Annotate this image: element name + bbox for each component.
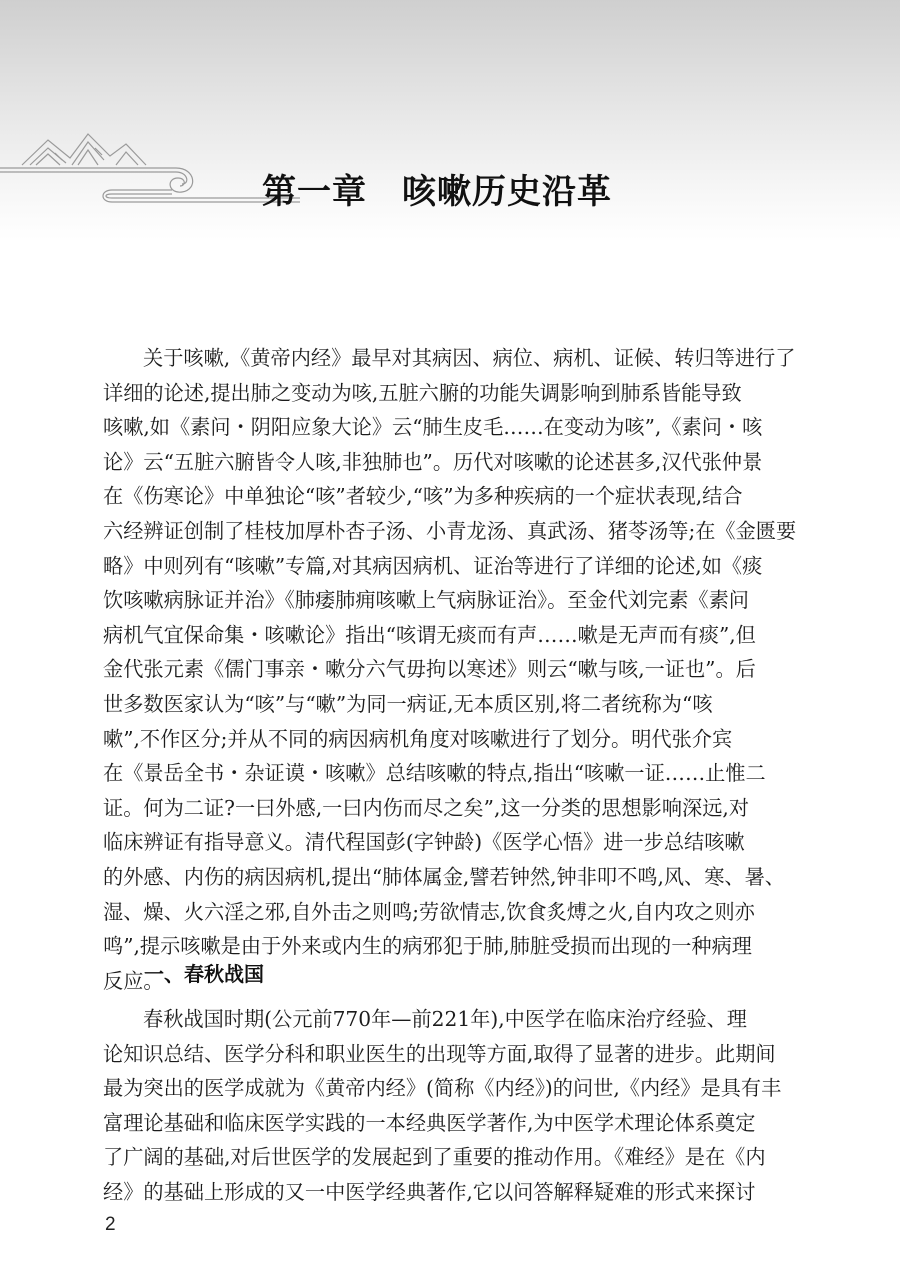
section-heading: 一、春秋战国 xyxy=(144,962,264,986)
text-line: 六经辨证创制了桂枝加厚朴杏子汤、小青龙汤、真武汤、猪苓汤等;在《金匮要 xyxy=(103,518,797,543)
section-paragraph xyxy=(103,1002,793,1210)
text-line: 的外感、内伤的病因病机,提出“肺体属金,譬若钟然,钟非叩不鸣,风、寒、暑、 xyxy=(103,864,785,889)
text-line: 临床辨证有指导意义。清代程国彭(字钟龄)《医学心悟》进一步总结咳嗽 xyxy=(103,830,745,855)
text-line: 经》的基础上形成的又一中医学经典著作,它以问答解释疑难的形式来探讨 xyxy=(103,1179,756,1204)
page-number: 2 xyxy=(105,1214,116,1235)
text-line: 论知识总结、医学分科和职业医生的出现等方面,取得了显著的进步。此期间 xyxy=(103,1041,776,1066)
text-line: 金代张元素《儒门事亲・嗽分六气毋拘以寒述》则云“嗽与咳,一证也”。后 xyxy=(103,657,756,682)
text-line: 嗽”,不作区分;并从不同的病因病机角度对咳嗽进行了划分。明代张介宾 xyxy=(103,726,733,751)
text-line: 富理论基础和临床医学实践的一本经典医学著作,为中医学术理论体系奠定 xyxy=(103,1110,756,1135)
intro-paragraph xyxy=(103,341,797,998)
text-line: 证。何为二证?一曰外感,一曰内伤而尽之矣”,这一分类的思想影响深远,对 xyxy=(103,795,750,820)
text-line: 反应。 xyxy=(103,968,164,993)
text-line: 关于咳嗽,《黄帝内经》最早对其病因、病位、病机、证候、转归等进行了 xyxy=(143,346,796,370)
chapter-title: 第一章 咳嗽历史沿革 xyxy=(262,172,612,212)
text-line: 在《景岳全书・杂证谟・咳嗽》总结咳嗽的特点,指出“咳嗽一证……止惟二 xyxy=(103,761,766,786)
text-line: 详细的论述,提出肺之变动为咳,五脏六腑的功能失调影响到肺系皆能导致 xyxy=(103,380,742,405)
text-line: 略》中则列有“咳嗽”专篇,对其病因病机、证治等进行了详细的论述,如《痰 xyxy=(103,553,763,578)
text-line: 鸣”,提示咳嗽是由于外来或内生的病邪犯于肺,肺脏受损而出现的一种病理 xyxy=(103,934,752,959)
text-line: 咳嗽,如《素问・阴阳应象大论》云“肺生皮毛……在变动为咳”,《素问・咳 xyxy=(103,415,763,440)
text-line: 论》云“五脏六腑皆令人咳,非独肺也”。历代对咳嗽的论述甚多,汉代张仲景 xyxy=(103,449,763,474)
text-line: 春秋战国时期(公元前770年—前221年),中医学在临床治疗经验、理 xyxy=(143,1007,747,1031)
text-line: 湿、燥、火六淫之邪,自外击之则鸣;劳欲情志,饮食炙煿之火,自内攻之则亦 xyxy=(103,899,755,924)
text-line: 病机气宜保命集・咳嗽论》指出“咳谓无痰而有声……嗽是无声而有痰”,但 xyxy=(103,622,756,647)
text-line: 世多数医家认为“咳”与“嗽”为同一病证,无本质区别,将二者统称为“咳 xyxy=(103,691,713,716)
text-line: 饮咳嗽病脉证并治》《肺痿肺痈咳嗽上气病脉证治》。至金代刘完素《素问 xyxy=(103,588,749,613)
text-line: 在《伤寒论》中单独论“咳”者较少,“咳”为多种疾病的一个症状表现,结合 xyxy=(103,484,743,509)
text-line: 最为突出的医学成就为《黄帝内经》(简称《内经》)的问世,《内经》是具有丰 xyxy=(103,1076,782,1101)
text-line: 了广阔的基础,对后世医学的发展起到了重要的推动作用。《难经》是在《内 xyxy=(103,1145,766,1170)
